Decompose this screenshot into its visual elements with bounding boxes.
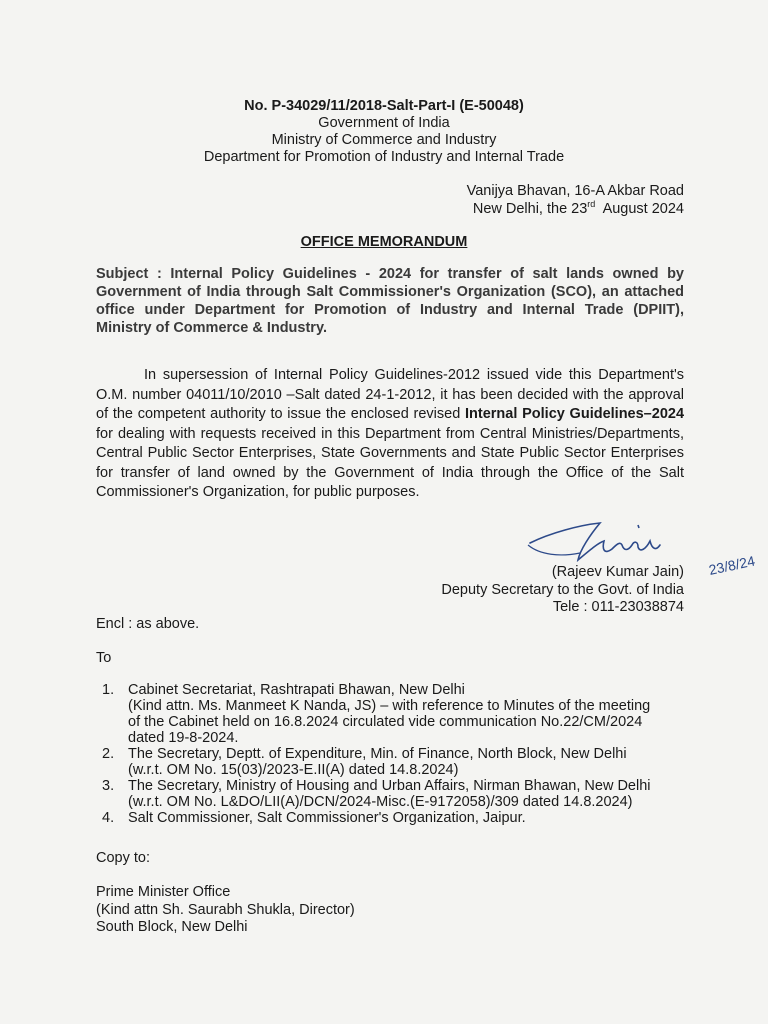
recipients-list	[100, 682, 700, 826]
department-line: Department for Promotion of Industry and Internal Trade	[203, 149, 565, 165]
to-label: To	[96, 650, 112, 666]
enclosure-note: Encl : as above.	[96, 616, 200, 632]
signatory-tele: Tele : 011-23038874	[552, 599, 684, 615]
list-line: dated 19-8-2024.	[128, 730, 239, 746]
date-line	[473, 201, 684, 218]
list-line: The Secretary, Ministry of Housing and Urban Affairs, Nirman Bhawan, New Delhi	[128, 778, 651, 794]
list-number: 1.	[102, 682, 115, 698]
memo-title: OFFICE MEMORANDUM	[300, 234, 468, 250]
list-item	[100, 746, 700, 778]
list-line: of the Cabinet held on 16.8.2024 circulated vide communication No.22/CM/2024	[128, 714, 643, 730]
body-bold: Internal Policy Guidelines–2024	[465, 406, 685, 422]
signatory-name: (Rajeev Kumar Jain)	[551, 564, 684, 580]
list-item	[100, 778, 700, 810]
subject-text: Subject : Internal Policy Guidelines - 2024 for transfer of salt lands owned by Government of India through Salt Commissioner's Organization (SCO), an attached office under Department for Promotion of Industry and Internal Trade (DPIIT), Ministry of Commerce & Industry.	[96, 266, 684, 336]
file-number: No. P-34029/11/2018-Salt-Part-I (E-50048)	[244, 98, 524, 114]
copy-to-line2: (Kind attn Sh. Saurabh Shukla, Director)	[96, 902, 355, 918]
body-paragraph	[96, 366, 684, 503]
list-line: (w.r.t. OM No. L&DO/LII(A)/DCN/2024-Misc.(E-9172058)/309 dated 14.8.2024)	[128, 794, 633, 810]
date-suffix: August 2024	[595, 201, 684, 217]
body-part1: In supersession of Internal Policy Guidelines-2012 issued vide this Department's O.M. number 04011/10/2010 –Salt dated 24-1-2012, it has been decided with the approval of the competent authority to issue the enclosed revised	[96, 367, 684, 422]
list-number: 4.	[102, 810, 115, 826]
signature-date: 23/8/24	[707, 552, 757, 578]
list-number: 3.	[102, 778, 115, 794]
copy-to-line1: Prime Minister Office	[96, 884, 231, 900]
copy-to-label: Copy to:	[96, 850, 150, 866]
ministry-line: Ministry of Commerce and Industry	[271, 132, 497, 148]
gov-line: Government of India	[318, 115, 450, 131]
list-item	[100, 682, 700, 746]
list-line: (w.r.t. OM No. 15(03)/2023-E.II(A) dated 14.8.2024)	[128, 762, 459, 778]
signatory-designation: Deputy Secretary to the Govt. of India	[441, 582, 684, 598]
list-line: Salt Commissioner, Salt Commissioner's Organization, Jaipur.	[128, 810, 526, 826]
list-line: (Kind attn. Ms. Manmeet K Nanda, JS) – with reference to Minutes of the meeting	[128, 698, 651, 714]
date-prefix: New Delhi, the 23	[472, 201, 588, 217]
copy-to-line3: South Block, New Delhi	[96, 919, 248, 935]
list-item	[100, 810, 700, 826]
date-superscript: rd	[587, 199, 596, 210]
list-line: The Secretary, Deptt. of Expenditure, Min. of Finance, North Block, New Delhi	[128, 746, 627, 762]
address-line: Vanijya Bhavan, 16-A Akbar Road	[466, 183, 684, 199]
list-number: 2.	[102, 746, 115, 762]
body-part2: for dealing with requests received in this Department from Central Ministries/Departments, Central Public Sector Enterprises, State Governments and State Public Sector Enterprises for transfer of land owned by the Government of India through the Office of the Salt Commissioner's Organization, for public purposes.	[96, 425, 684, 500]
list-line: Cabinet Secretariat, Rashtrapati Bhawan, New Delhi	[128, 682, 465, 698]
